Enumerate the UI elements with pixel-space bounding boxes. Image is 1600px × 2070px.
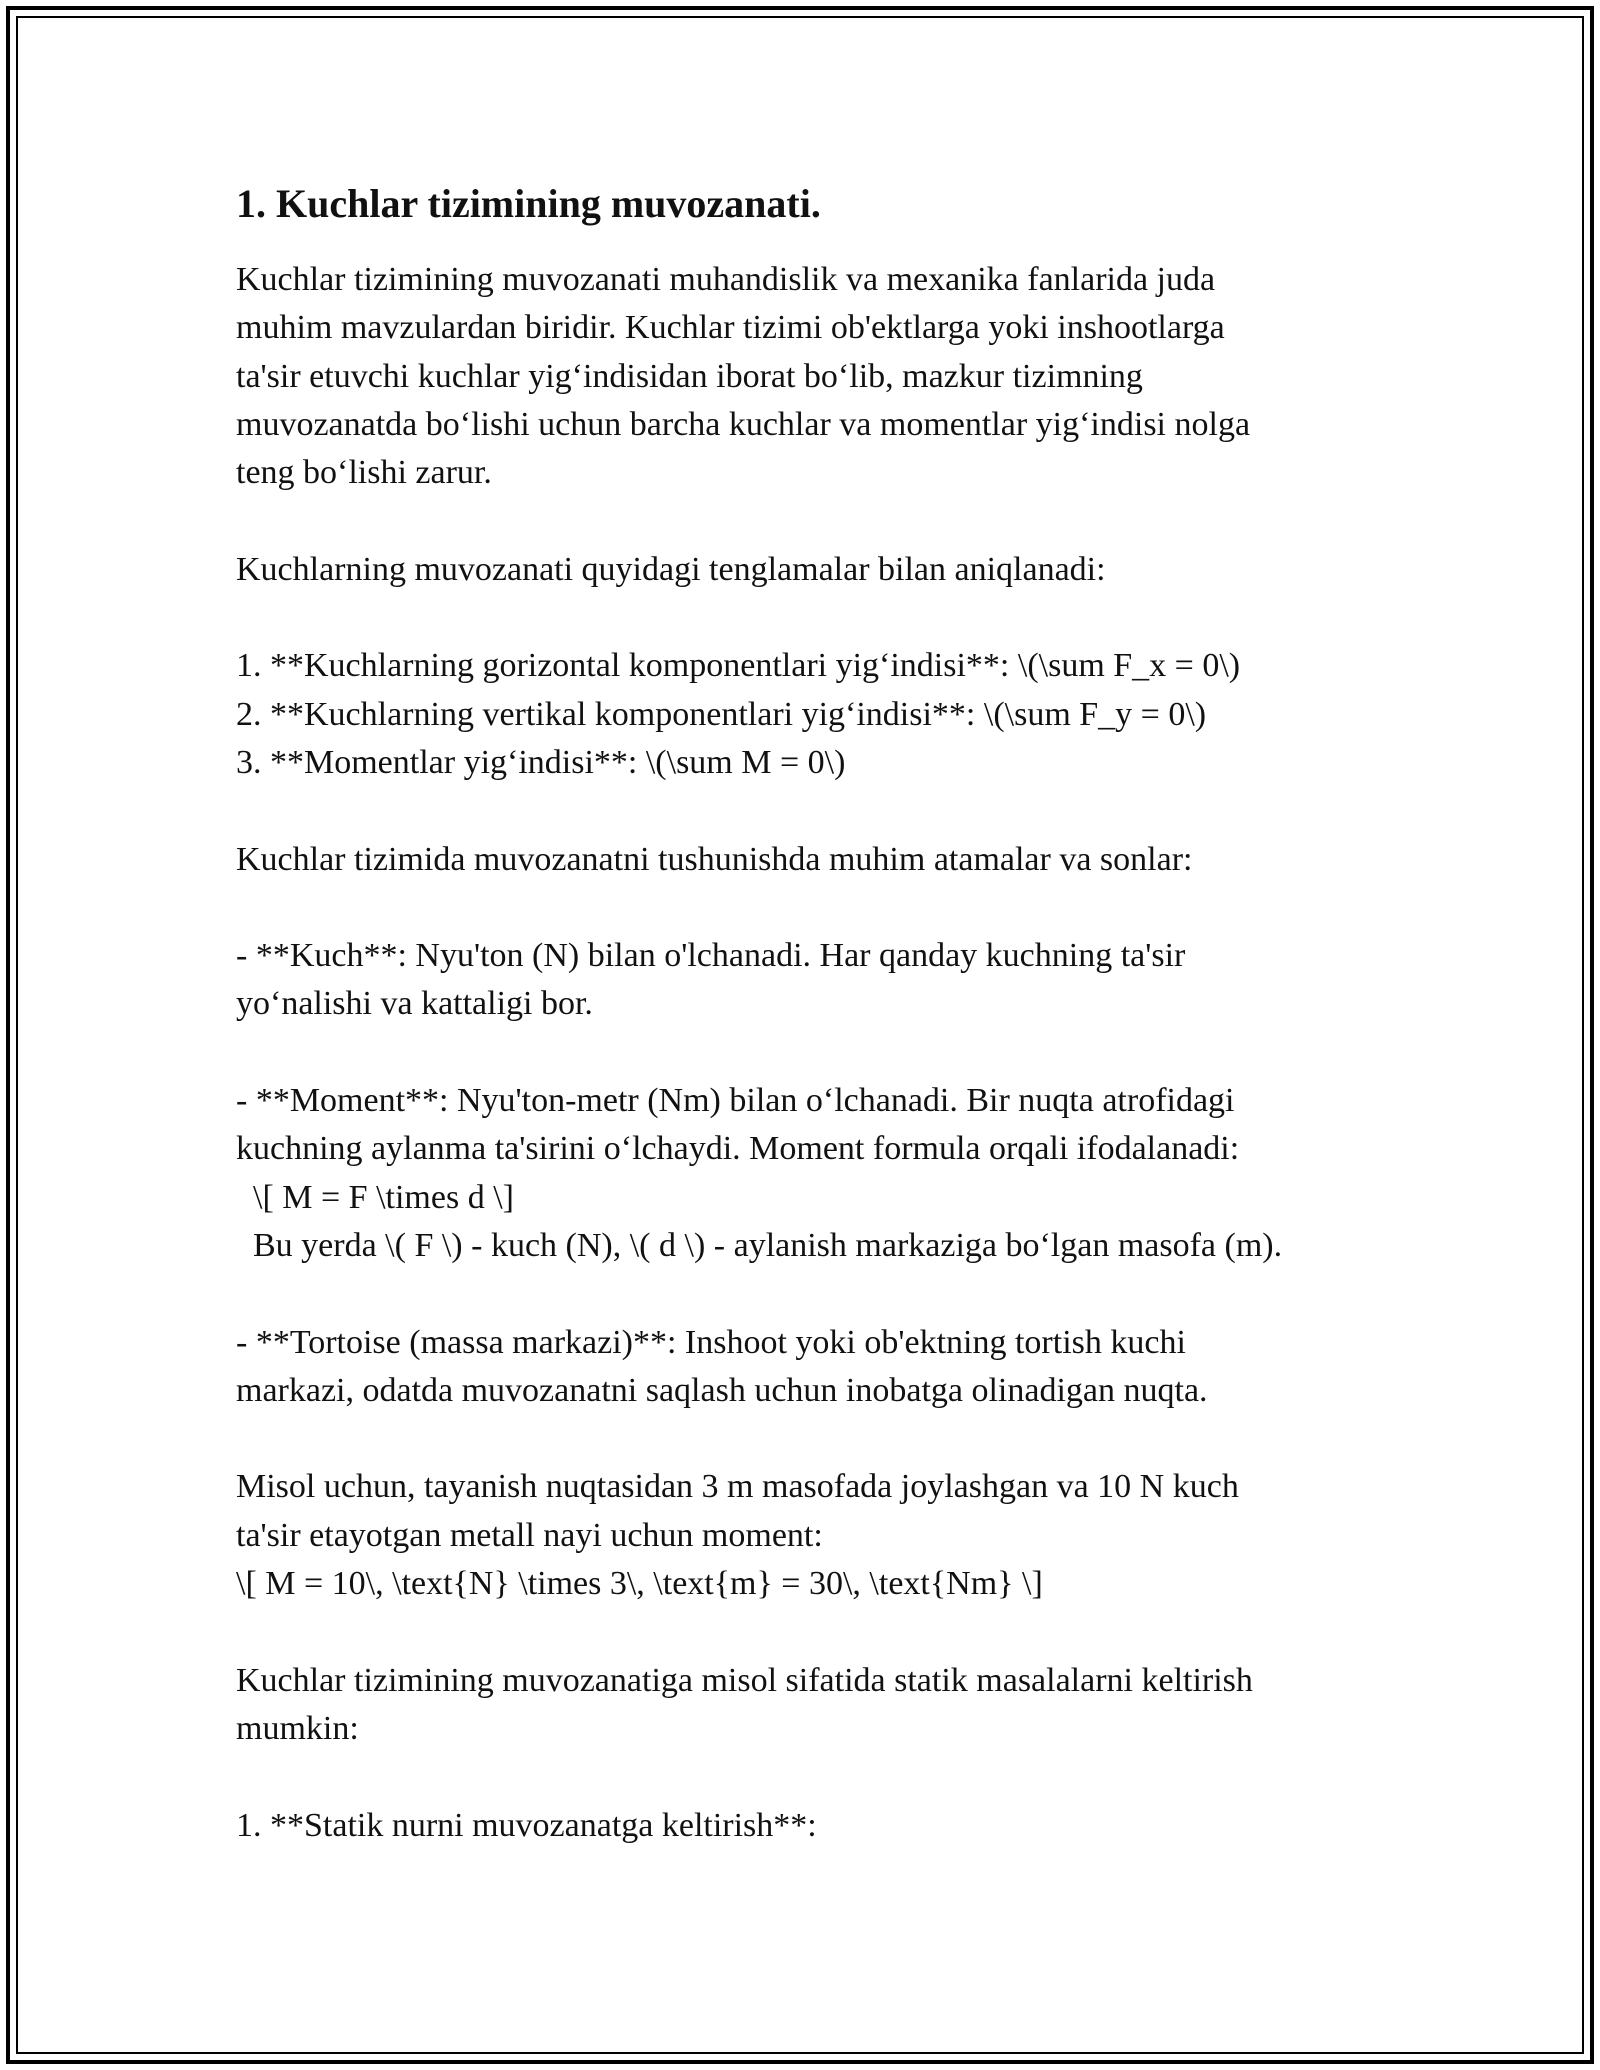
intro-line: muvozanatda bo‘lishi uchun barcha kuchlar va momentlar yig‘indisi nolga — [236, 405, 1251, 443]
static-intro-line: Kuchlar tizimining muvozanatiga misol sifatida statik masalalarni keltirish — [236, 1661, 1253, 1699]
term-moment-line: kuchning aylanma ta'sirini o‘lchaydi. Moment formula orqali ifodalanadi: — [236, 1130, 1240, 1168]
equations-intro: Kuchlarning muvozanati quyidagi tenglamalar bilan aniqlanadi: — [236, 550, 1106, 588]
equation-item: 1. **Kuchlarning gorizontal komponentlari yig‘indisi**: \(\sum F_x = 0\) — [236, 647, 1241, 685]
term-moment — [236, 1077, 1376, 1270]
term-tortoise-line: - **Tortoise (massa markazi)**: Inshoot yoki ob'ektning tortish kuchi — [236, 1323, 1186, 1361]
intro-line: Kuchlar tizimining muvozanati muhandislik va mexanika fanlarida juda — [236, 261, 1216, 298]
static-item: 1. **Statik nurni muvozanatga keltirish**: — [236, 1806, 817, 1844]
term-moment-line: - **Moment**: Nyu'ton-metr (Nm) bilan o‘lchanadi. Bir nuqta atrofidagi — [236, 1082, 1235, 1120]
term-force-line: - **Kuch**: Nyu'ton (N) bilan o'lchanadi. Har qanday kuchning ta'sir — [236, 937, 1186, 975]
static-intro-paragraph — [236, 1657, 1376, 1754]
example-line: ta'sir etayotgan metall nayi uchun moment: — [236, 1516, 823, 1554]
section-heading: 1. Kuchlar tizimining muvozanati. — [236, 181, 821, 226]
equation-item: 2. **Kuchlarning vertikal komponentlari yig‘indisi**: \(\sum F_y = 0\) — [236, 695, 1207, 733]
intro-line: teng bo‘lishi zarur. — [236, 454, 492, 492]
static-list — [236, 1802, 1376, 1850]
terms-intro: Kuchlar tizimida muvozanatni tushunishda muhim atamalar va sonlar: — [236, 840, 1193, 878]
example-line: Misol uchun, tayanish nuqtasidan 3 m masofada joylashgan va 10 N kuch — [236, 1468, 1239, 1506]
equations-intro-paragraph — [236, 546, 1376, 594]
example-paragraph — [236, 1463, 1376, 1608]
intro-line: muhim mavzulardan biridir. Kuchlar tizimi ob'ektlarga yoki inshootlarga — [236, 309, 1225, 347]
term-force-line: yo‘nalishi va kattaligi bor. — [236, 985, 593, 1023]
intro-paragraph — [236, 256, 1376, 497]
term-tortoise — [236, 1319, 1376, 1416]
equations-list — [236, 642, 1376, 787]
moment-formula: \[ M = F \times d \] — [253, 1178, 514, 1216]
equation-item: 3. **Momentlar yig‘indisi**: \(\sum M = 0\) — [236, 743, 846, 781]
intro-line: ta'sir etuvchi kuchlar yig‘indisidan iborat bo‘lib, mazkur tizimning — [236, 357, 1143, 395]
term-force — [236, 932, 1376, 1029]
term-tortoise-line: markazi, odatda muvozanatni saqlash uchun inobatga olinadigan nuqta. — [236, 1371, 1208, 1409]
moment-where: Bu yerda \( F \) - kuch (N), \( d \) - aylanish markaziga bo‘lgan masofa (m). — [253, 1226, 1283, 1264]
terms-intro-paragraph — [236, 836, 1376, 884]
document-body — [236, 180, 1376, 1898]
example-formula: \[ M = 10\, \text{N} \times 3\, \text{m} = 30\, \text{Nm} \] — [236, 1565, 1043, 1603]
static-intro-line: mumkin: — [236, 1709, 359, 1747]
